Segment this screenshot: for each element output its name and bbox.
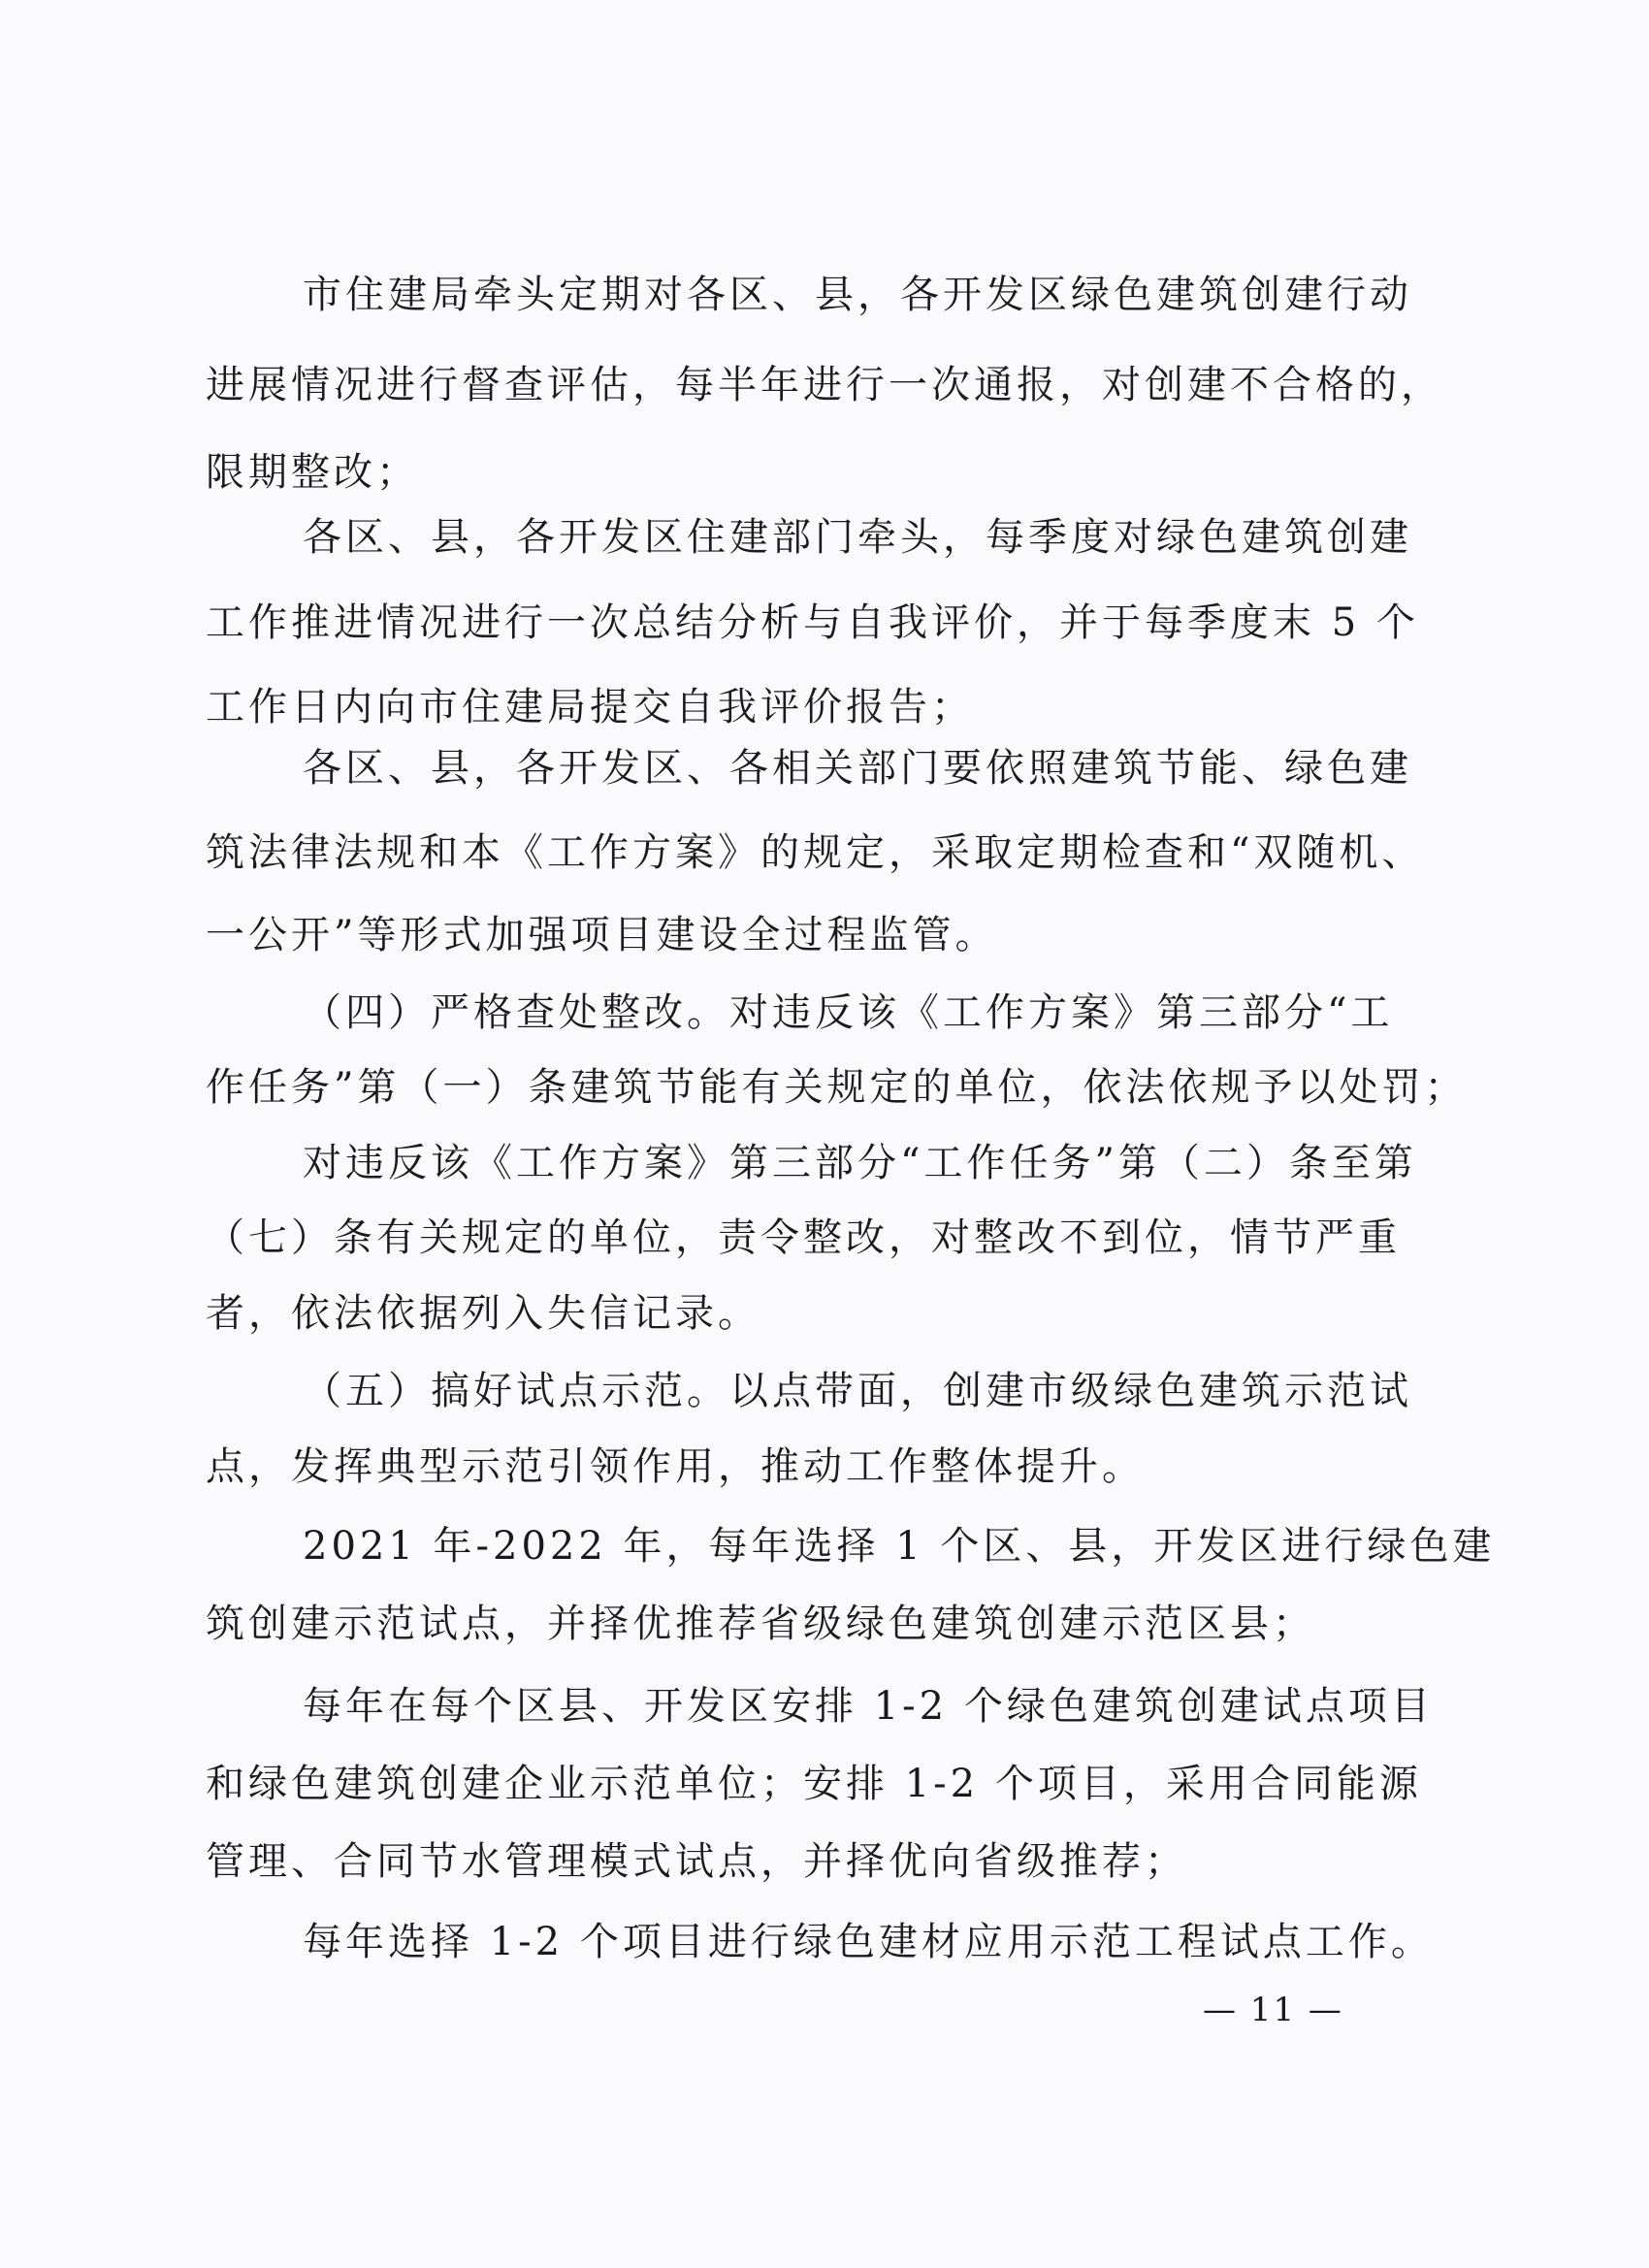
section-heading-line: （四）严格查处整改。对违反该《工作方案》第三部分“工 [303, 990, 1394, 1035]
text-line: 各区、县，各开发区住建部门牵头，每季度对绿色建筑创建 [303, 515, 1412, 560]
text-line: 工作日内向市住建局提交自我评价报告； [206, 685, 974, 729]
text-line: 对违反该《工作方案》第三部分“工作任务”第（二）条至第 [303, 1141, 1417, 1185]
section-heading-line: （五）搞好试点示范。以点带面，创建市级绿色建筑示范试 [303, 1369, 1412, 1413]
text-line: 每年选择 1-2 个项目进行绿色建材应用示范工程试点工作。 [303, 1920, 1434, 1964]
text-line: 2021 年-2022 年，每年选择 1 个区、县，开发区进行绿色建 [303, 1524, 1496, 1569]
text-line: 作任务”第（一）条建筑节能有关规定的单位，依法依规予以处罚； [206, 1065, 1468, 1110]
text-line: 进展情况进行督查评估，每半年进行一次通报，对创建不合格的， [206, 363, 1443, 407]
text-line: 筑法律法规和本《工作方案》的规定，采取定期检查和“双随机、 [206, 830, 1425, 875]
text-line: 各区、县，各开发区、各相关部门要依照建筑节能、绿色建 [303, 746, 1412, 791]
text-line: 者，依法依据列入失信记录。 [206, 1291, 760, 1336]
text-line: 和绿色建筑创建企业示范单位；安排 1-2 个项目，采用合同能源 [206, 1762, 1422, 1806]
text-line: （七）条有关规定的单位，责令整改，对整改不到位，情节严重 [206, 1215, 1401, 1260]
text-line: 点，发挥典型示范引领作用，推动工作整体提升。 [206, 1444, 1145, 1489]
page-number: — 11 — [1203, 1991, 1343, 2029]
text-line: 市住建局牵头定期对各区、县，各开发区绿色建筑创建行动 [303, 273, 1412, 317]
text-line: 筑创建示范试点，并择优推荐省级绿色建筑创建示范区县； [206, 1602, 1315, 1646]
text-line: 工作推进情况进行一次总结分析与自我评价，并于每季度末 5 个 [206, 600, 1419, 645]
text-line: 管理、合同节水管理模式试点，并择优向省级推荐； [206, 1839, 1187, 1884]
text-line: 一公开”等形式加强项目建设全过程监管。 [206, 913, 998, 957]
text-line: 每年在每个区县、开发区安排 1-2 个绿色建筑创建试点项目 [303, 1684, 1434, 1729]
text-line: 限期整改； [206, 450, 419, 495]
